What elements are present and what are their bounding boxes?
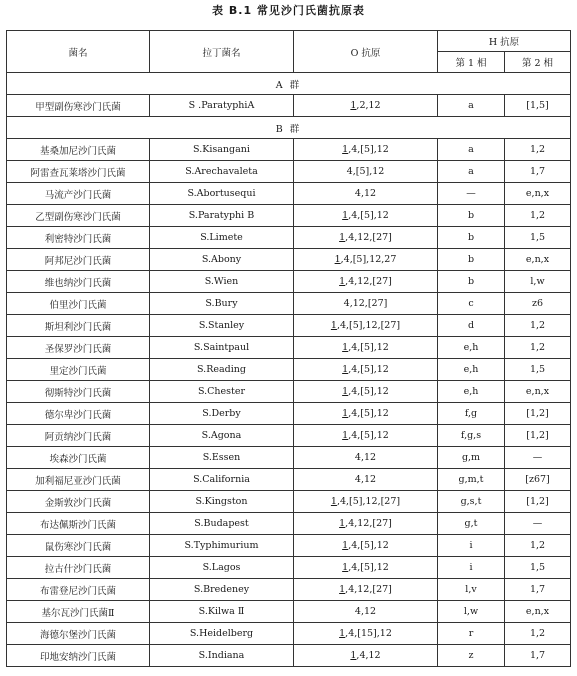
o-antigen-underlined-factor: 1 [339,518,346,529]
cell-latin: S.Budapest [150,513,294,535]
cell-latin: S.Kingston [150,491,294,513]
group-header-row [7,73,571,95]
cell-h-phase-2: 1,5 [505,557,571,579]
cell-latin: S.Arechavaleta [150,161,294,183]
table-row [7,403,571,425]
o-antigen-factors: ,4,[15],12 [345,628,392,639]
cell-h-phase-2: 1,2 [505,315,571,337]
cell-name: 埃森沙门氏菌 [7,447,150,469]
o-antigen-factors: ,4,[5],12 [348,386,389,397]
cell-h-phase-2: — [505,447,571,469]
cell-name: 基尔瓦沙门氏菌Ⅱ [7,601,150,623]
table-row [7,623,571,645]
cell-latin: S.Reading [150,359,294,381]
o-antigen-underlined-factor: 1 [342,562,349,573]
cell-name: 基桑加尼沙门氏菌 [7,139,150,161]
cell-name: 乙型副伤寒沙门氏菌 [7,205,150,227]
cell-latin: S .ParatyphiA [150,95,294,117]
header-latin: 拉丁菌名 [150,31,294,73]
o-antigen-underlined-factor: 1 [339,584,346,595]
cell-h-phase-1: f,g [438,403,505,425]
o-antigen-underlined-factor: 1 [342,386,349,397]
header-name: 菌名 [7,31,150,73]
table-caption: 表 B.1 常见沙门氏菌抗原表 [212,4,365,17]
cell-latin: S.Chester [150,381,294,403]
o-antigen-factors: ,4,[5],12,27 [340,254,397,265]
group-label: B 群 [7,117,571,139]
o-antigen-factors: ,4,[5],12,[27] [336,496,401,507]
cell-name: 里定沙门氏菌 [7,359,150,381]
cell-latin: S.California [150,469,294,491]
o-antigen-factors: ,4,[5],12,[27] [336,320,401,331]
cell-latin: S.Agona [150,425,294,447]
cell-latin: S.Bredeney [150,579,294,601]
table-body [7,73,571,667]
cell-h-phase-2: — [505,513,571,535]
cell-h-phase-2: 1,7 [505,579,571,601]
header-h-antigen: H 抗原 [438,31,571,52]
o-antigen-factors: ,4,12,[27] [345,232,392,243]
cell-name: 拉古什沙门氏菌 [7,557,150,579]
table-row [7,205,571,227]
cell-name: 圣保罗沙门氏菌 [7,337,150,359]
cell-h-phase-2: [1,2] [505,425,571,447]
table-row [7,95,571,117]
o-antigen-underlined-factor: 1 [330,496,337,507]
cell-h-phase-1: l,w [438,601,505,623]
o-antigen-factors: ,4,[5],12 [348,540,389,551]
table-row [7,601,571,623]
cell-name: 布雷登尼沙门氏菌 [7,579,150,601]
cell-name: 海德尔堡沙门氏菌 [7,623,150,645]
table-row [7,469,571,491]
cell-h-phase-1: b [438,249,505,271]
cell-h-phase-2: e,n,x [505,183,571,205]
o-antigen-underlined-factor: 1 [342,210,349,221]
o-antigen-factors: ,4,[5],12 [348,430,389,441]
table-row [7,425,571,447]
o-antigen-factors: ,4,12,[27] [345,518,392,529]
cell-o-antigen [294,469,438,491]
o-antigen-factors: 4,12,[27] [343,298,388,309]
o-antigen-underlined-factor: 1 [339,628,346,639]
cell-h-phase-2: l,w [505,271,571,293]
header-phase-2: 第 2 相 [505,52,571,73]
o-antigen-factors: 4,12 [354,606,377,617]
table-row [7,381,571,403]
cell-h-phase-2: [1,5] [505,95,571,117]
cell-h-phase-1: g,m,t [438,469,505,491]
table-row [7,513,571,535]
cell-h-phase-1: e,h [438,337,505,359]
cell-latin: S.Limete [150,227,294,249]
cell-o-antigen [294,293,438,315]
o-antigen-underlined-factor: 1 [342,342,349,353]
table-row [7,183,571,205]
cell-name: 金斯敦沙门氏菌 [7,491,150,513]
cell-h-phase-1: b [438,271,505,293]
cell-latin: S.Abortusequi [150,183,294,205]
cell-name: 布达佩斯沙门氏菌 [7,513,150,535]
o-antigen-factors: 4,[5],12 [346,166,385,177]
table-row [7,359,571,381]
table-row [7,447,571,469]
cell-name: 斯坦利沙门氏菌 [7,315,150,337]
cell-latin: S.Paratyphi B [150,205,294,227]
table-row [7,271,571,293]
o-antigen-factors: 4,12 [354,188,377,199]
table-row [7,161,571,183]
cell-h-phase-2: 1,2 [505,535,571,557]
o-antigen-factors: ,4,12 [356,650,381,661]
cell-h-phase-1: b [438,227,505,249]
cell-h-phase-2: e,n,x [505,601,571,623]
o-antigen-underlined-factor: 1 [330,320,337,331]
cell-name: 鼠伤寒沙门氏菌 [7,535,150,557]
cell-h-phase-1: g,s,t [438,491,505,513]
cell-o-antigen [294,95,438,117]
o-antigen-factors: ,4,[5],12 [348,144,389,155]
header-o-antigen: O 抗原 [294,31,438,73]
cell-h-phase-1: r [438,623,505,645]
o-antigen-underlined-factor: 1 [342,144,349,155]
o-antigen-underlined-factor: 1 [342,540,349,551]
table-row [7,535,571,557]
cell-h-phase-1: f,g,s [438,425,505,447]
cell-h-phase-2: 1,2 [505,205,571,227]
cell-latin: S.Essen [150,447,294,469]
o-antigen-underlined-factor: 1 [342,364,349,375]
cell-latin: S.Wien [150,271,294,293]
cell-o-antigen [294,271,438,293]
group-label: A 群 [7,73,571,95]
cell-h-phase-1: d [438,315,505,337]
o-antigen-factors: ,4,[5],12 [348,342,389,353]
cell-name: 加利福尼亚沙门氏菌 [7,469,150,491]
cell-latin: S.Abony [150,249,294,271]
cell-h-phase-1: a [438,95,505,117]
header-phase-1: 第 1 相 [438,52,505,73]
cell-o-antigen [294,513,438,535]
table-row [7,645,571,667]
cell-latin: S.Indiana [150,645,294,667]
cell-h-phase-1: e,h [438,359,505,381]
o-antigen-factors: ,4,[5],12 [348,562,389,573]
o-antigen-underlined-factor: 1 [339,276,346,287]
cell-o-antigen [294,425,438,447]
cell-o-antigen [294,359,438,381]
cell-h-phase-2: [1,2] [505,403,571,425]
cell-o-antigen [294,601,438,623]
cell-name: 阿雷查瓦莱塔沙门氏菌 [7,161,150,183]
cell-h-phase-1: — [438,183,505,205]
cell-name: 伯里沙门氏菌 [7,293,150,315]
group-header-row [7,117,571,139]
cell-o-antigen [294,403,438,425]
cell-o-antigen [294,315,438,337]
cell-latin: S.Stanley [150,315,294,337]
o-antigen-factors: 4,12 [354,452,377,463]
cell-latin: S.Lagos [150,557,294,579]
cell-name: 马流产沙门氏菌 [7,183,150,205]
cell-h-phase-2: 1,2 [505,139,571,161]
o-antigen-underlined-factor: 1 [350,100,357,111]
cell-h-phase-2: e,n,x [505,381,571,403]
cell-o-antigen [294,249,438,271]
cell-name: 彻斯特沙门氏菌 [7,381,150,403]
table-row [7,315,571,337]
cell-h-phase-1: i [438,557,505,579]
cell-o-antigen [294,205,438,227]
cell-h-phase-1: a [438,161,505,183]
table-row [7,139,571,161]
cell-h-phase-2: e,n,x [505,249,571,271]
cell-o-antigen [294,645,438,667]
o-antigen-factors: ,4,[5],12 [348,364,389,375]
cell-h-phase-2: 1,5 [505,227,571,249]
cell-o-antigen [294,337,438,359]
cell-h-phase-1: z [438,645,505,667]
table-row [7,337,571,359]
cell-name: 阿邦尼沙门氏菌 [7,249,150,271]
cell-name: 阿贡纳沙门氏菌 [7,425,150,447]
cell-h-phase-1: a [438,139,505,161]
cell-latin: S.Saintpaul [150,337,294,359]
cell-h-phase-2: 1,5 [505,359,571,381]
cell-o-antigen [294,139,438,161]
o-antigen-factors: ,4,12,[27] [345,584,392,595]
cell-h-phase-1: e,h [438,381,505,403]
salmonella-antigen-table [6,30,571,667]
cell-latin: S.Typhimurium [150,535,294,557]
cell-name: 德尔卑沙门氏菌 [7,403,150,425]
table-row [7,249,571,271]
cell-o-antigen [294,557,438,579]
cell-latin: S.Kisangani [150,139,294,161]
cell-h-phase-1: c [438,293,505,315]
cell-o-antigen [294,447,438,469]
cell-name: 维也纳沙门氏菌 [7,271,150,293]
table-row [7,227,571,249]
cell-name: 甲型副伤寒沙门氏菌 [7,95,150,117]
o-antigen-factors: ,4,[5],12 [348,210,389,221]
cell-o-antigen [294,161,438,183]
cell-latin: S.Derby [150,403,294,425]
cell-h-phase-2: 1,2 [505,337,571,359]
cell-latin: S.Heidelberg [150,623,294,645]
cell-h-phase-1: g,t [438,513,505,535]
cell-latin: S.Kilwa Ⅱ [150,601,294,623]
cell-latin: S.Bury [150,293,294,315]
cell-h-phase-1: i [438,535,505,557]
o-antigen-factors: ,4,12,[27] [345,276,392,287]
cell-h-phase-2: z6 [505,293,571,315]
cell-h-phase-1: g,m [438,447,505,469]
o-antigen-factors: ,2,12 [356,100,381,111]
table-row [7,293,571,315]
cell-o-antigen [294,491,438,513]
cell-h-phase-2: 1,7 [505,161,571,183]
cell-name: 利密特沙门氏菌 [7,227,150,249]
o-antigen-underlined-factor: 1 [342,430,349,441]
cell-h-phase-2: 1,7 [505,645,571,667]
cell-h-phase-2: [z67] [505,469,571,491]
o-antigen-factors: ,4,[5],12 [348,408,389,419]
cell-h-phase-2: 1,2 [505,623,571,645]
cell-o-antigen [294,227,438,249]
cell-o-antigen [294,183,438,205]
o-antigen-factors: 4,12 [354,474,377,485]
table-row [7,579,571,601]
cell-o-antigen [294,623,438,645]
o-antigen-underlined-factor: 1 [339,232,346,243]
cell-o-antigen [294,579,438,601]
table-row [7,491,571,513]
o-antigen-underlined-factor: 1 [342,408,349,419]
table-row [7,557,571,579]
cell-h-phase-1: l,v [438,579,505,601]
cell-h-phase-2: [1,2] [505,491,571,513]
cell-name: 印地安纳沙门氏菌 [7,645,150,667]
cell-o-antigen [294,381,438,403]
o-antigen-underlined-factor: 1 [350,650,357,661]
o-antigen-underlined-factor: 1 [334,254,341,265]
cell-o-antigen [294,535,438,557]
cell-h-phase-1: b [438,205,505,227]
